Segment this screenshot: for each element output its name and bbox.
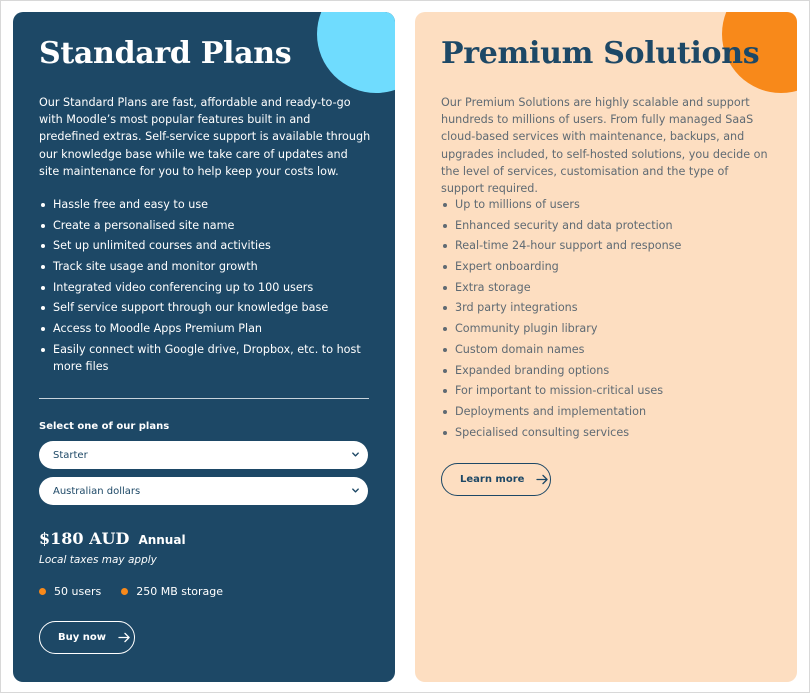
feature-list xyxy=(441,196,773,444)
button-label: Buy now xyxy=(58,632,106,643)
list-item: 3rd party integrations xyxy=(441,299,773,316)
chevron-down-icon xyxy=(351,486,360,495)
plan-specs xyxy=(39,585,223,598)
list-item: Specialised consulting services xyxy=(441,424,773,441)
list-item: Easily connect with Google drive, Dropbox, etc. to host more files xyxy=(39,341,371,375)
list-item: Hassle free and easy to use xyxy=(39,196,371,213)
divider xyxy=(39,398,369,399)
list-item: Extra storage xyxy=(441,279,773,296)
list-item: Expert onboarding xyxy=(441,258,773,275)
buy-now-button[interactable] xyxy=(39,621,135,654)
card-title: Premium Solutions xyxy=(441,36,760,71)
spec-storage xyxy=(121,585,223,598)
price-amount: $180 AUD xyxy=(39,529,130,548)
tax-note: Local taxes may apply xyxy=(39,554,157,566)
price xyxy=(39,529,186,548)
plan-select[interactable] xyxy=(39,441,368,469)
list-item: Self service support through our knowledge base xyxy=(39,299,371,316)
price-period: Annual xyxy=(138,533,186,547)
list-item: Integrated video conferencing up to 100 users xyxy=(39,279,371,296)
list-item: Real-time 24-hour support and response xyxy=(441,237,773,254)
feature-list xyxy=(39,196,371,379)
list-item: Community plugin library xyxy=(441,320,773,337)
list-item: Track site usage and monitor growth xyxy=(39,258,371,275)
currency-select[interactable] xyxy=(39,477,368,505)
decorative-circle xyxy=(317,12,395,93)
list-item: Enhanced security and data protection xyxy=(441,217,773,234)
list-item: Set up unlimited courses and activities xyxy=(39,237,371,254)
bullet-dot-icon xyxy=(39,588,46,595)
list-item: Expanded branding options xyxy=(441,362,773,379)
list-item: Deployments and implementation xyxy=(441,403,773,420)
list-item: For important to mission-critical uses xyxy=(441,382,773,399)
list-item: Access to Moodle Apps Premium Plan xyxy=(39,320,371,337)
spec-users xyxy=(39,585,101,598)
plan-select-label: Select one of our plans xyxy=(39,421,170,432)
card-description: Our Standard Plans are fast, affordable and ready-to-go with Moodle’s most popular features built in and predefined extras. Self-service support is available through our knowledge base while we take care of updates and site maintenance for you to help keep your costs low. xyxy=(39,96,371,178)
learn-more-button[interactable] xyxy=(441,463,551,496)
currency-select-value: Australian dollars xyxy=(53,485,141,497)
list-item: Create a personalised site name xyxy=(39,217,371,234)
chevron-down-icon xyxy=(351,450,360,459)
bullet-dot-icon xyxy=(121,588,128,595)
spec-label: 50 users xyxy=(54,585,102,598)
list-item: Custom domain names xyxy=(441,341,773,358)
spec-label: 250 MB storage xyxy=(136,585,224,598)
premium-solutions-card xyxy=(415,12,797,682)
standard-plans-card xyxy=(13,12,395,682)
button-label: Learn more xyxy=(460,474,525,485)
card-title: Standard Plans xyxy=(39,36,292,71)
plan-select-value: Starter xyxy=(53,449,88,461)
card-description: Our Premium Solutions are highly scalable and support hundreds to millions of users. From fully managed SaaS cloud-based services with maintenance, backups, and upgrades included, to self-hosted solutions, you decide on the level of services, customisation and the type of support required. xyxy=(441,96,768,196)
arrow-right-icon xyxy=(536,474,549,485)
arrow-right-icon xyxy=(118,632,131,643)
list-item: Up to millions of users xyxy=(441,196,773,213)
